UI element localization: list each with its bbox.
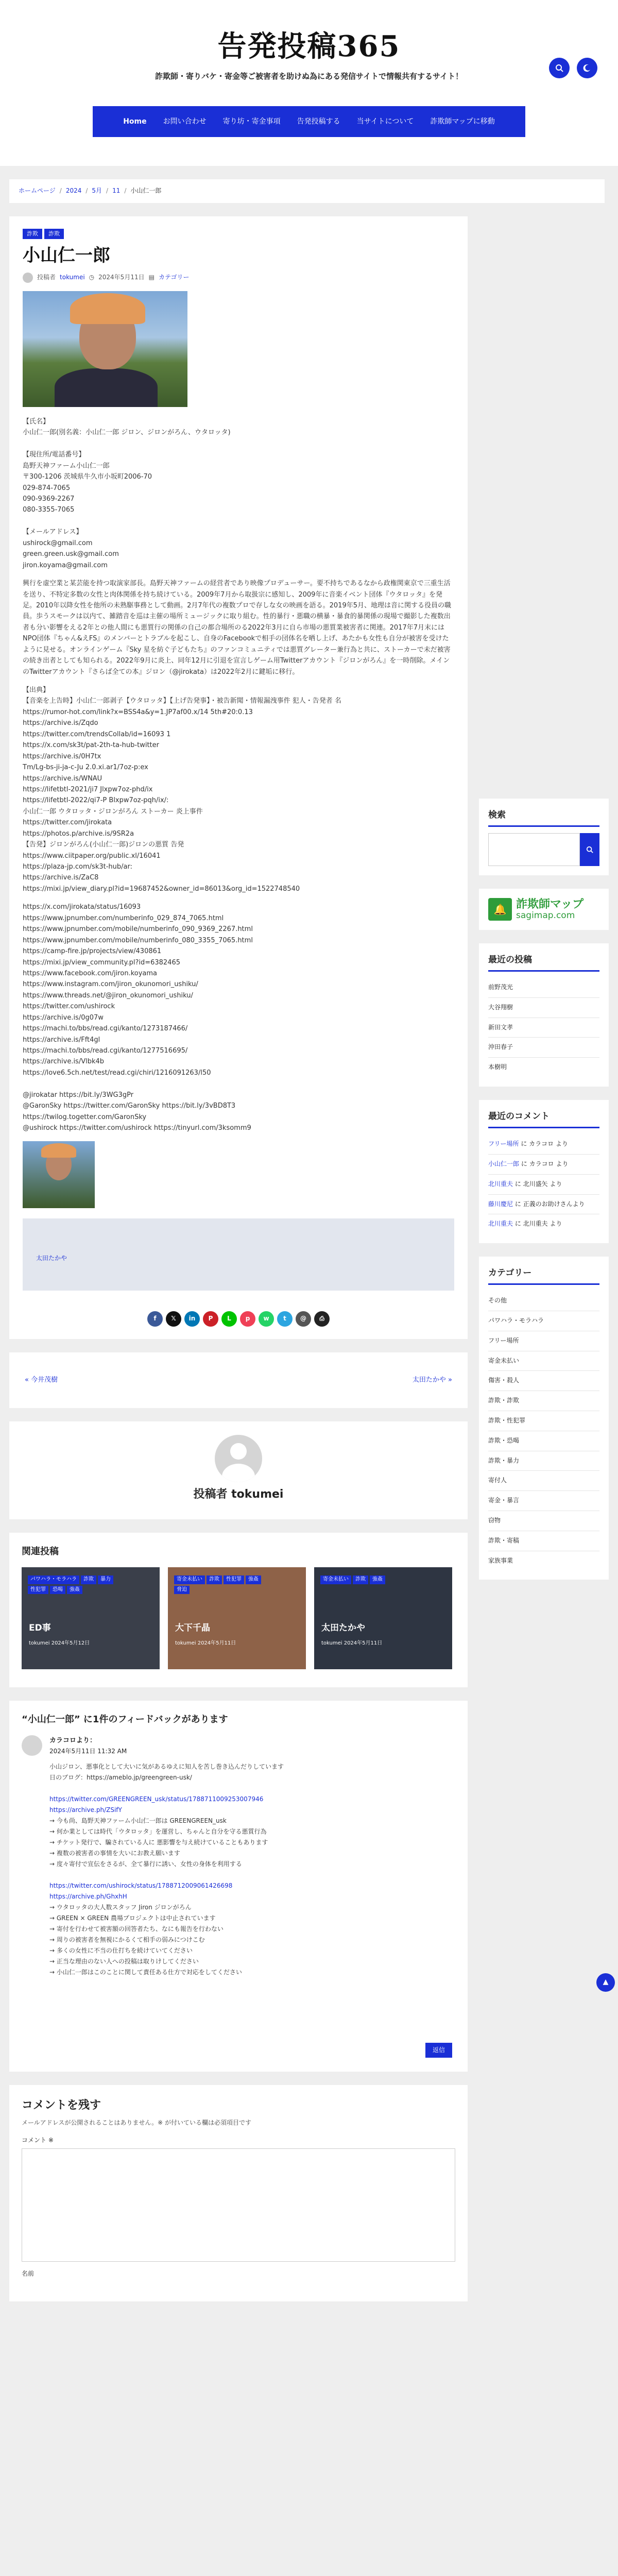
category-item[interactable]: 寄付人 (488, 1471, 599, 1491)
related-post-tag[interactable]: 暴力 (98, 1575, 113, 1584)
article-block-b (23, 685, 454, 894)
article-line[interactable]: https://archive.is/0H7tx (23, 752, 101, 760)
scroll-top-button[interactable] (596, 1973, 615, 1992)
recent-comments-title: 最近のコメント (488, 1109, 599, 1128)
post-card (9, 216, 468, 1339)
recent-comment-author[interactable]: 藤川慶尼 (488, 1200, 513, 1208)
recent-comment-text: に カラコロ より (519, 1160, 569, 1167)
comment-line: 日のブログ：https://ameblo.jp/greengreen-usk/ (49, 1774, 192, 1782)
related-post-tag[interactable]: 強姦 (67, 1586, 82, 1595)
recent-comment-item (488, 1175, 599, 1195)
search-button[interactable] (580, 833, 599, 866)
post-navigation (9, 1352, 468, 1408)
article-line[interactable]: https://archive.is/0g07w (23, 1013, 104, 1022)
related-post-meta: tokumei 2024年5月11日 (321, 1640, 383, 1647)
categories-list (488, 1291, 599, 1570)
comment-body (49, 1761, 455, 1978)
recent-post-item[interactable]: 新田文孝 (488, 1018, 599, 1038)
search-widget (479, 799, 609, 875)
related-post-tag[interactable]: 寄金未払い (174, 1575, 205, 1584)
banner-title: 詐欺師マップ (516, 897, 584, 911)
article-line[interactable]: https://www.threads.net/@jiron_okunomori_ushiku/ (23, 991, 193, 999)
related-post-tag[interactable]: 詐欺 (353, 1575, 368, 1584)
category-item[interactable]: 傷害・殺人 (488, 1371, 599, 1391)
breadcrumb (9, 179, 605, 203)
article-line: 小山仁一郎(別名義：小山仁一郎 ジロン、ジロンがろん、ウタロッタ) (23, 429, 231, 437)
recent-post-item[interactable]: 大谷翔樹 (488, 998, 599, 1018)
categories-widget (479, 1257, 609, 1580)
article-line[interactable]: https://twilog.togetter.com/GaronSky (23, 1113, 147, 1121)
category-item[interactable]: 窃物 (488, 1511, 599, 1531)
folder-icon: ▤ (148, 274, 154, 281)
breadcrumb-sep: / (106, 187, 109, 195)
article-line[interactable]: https://camp-fire.jp/projects/view/430861 (23, 947, 162, 956)
breadcrumb-current: 小山仁一郎 (130, 187, 162, 195)
article-line: @GaronSky https://twitter.com/GaronSky https://bit.ly/3vBD8T3 (23, 1102, 236, 1110)
comment-line: → 多くの女性に不当の仕打ちを続けていてください (49, 1947, 193, 1955)
breadcrumb-month[interactable]: 5月 (92, 187, 102, 195)
author-link[interactable]: tokumei (60, 274, 85, 281)
article-line: 090-9369-2267 (23, 495, 75, 503)
article-line: jiron.koyama@gmail.com (23, 561, 108, 569)
comment-line: → 小山仁一郎はこのことに関して責任ある仕方で対応をしてください (49, 1969, 242, 1976)
facebook-icon[interactable]: f (147, 1311, 163, 1327)
comments-title: “小山仁一郎” に1件のフィードバックがあります (22, 1714, 228, 1725)
category-item[interactable]: 詐欺・詐欺 (488, 1391, 599, 1411)
recent-posts-widget (479, 943, 609, 1087)
recent-comment-text: に 北川重夫 より (513, 1220, 562, 1228)
name-label: 名前 (22, 2270, 35, 2278)
article-line[interactable]: https://twitter.com/ushirock (23, 1003, 115, 1011)
article-line[interactable]: https://www.jpnumber.com/numberinfo_029_874_7065.html (23, 914, 224, 922)
recent-comment-text: に 北川盛矢 より (513, 1180, 562, 1188)
comment-line[interactable]: https://archive.ph/ZSifY (49, 1806, 122, 1814)
recent-comment-author[interactable]: 北川重夫 (488, 1220, 513, 1228)
article-line (23, 1078, 454, 1089)
article-line[interactable]: https://lifetbtl-2022/qi7-P Blxpw7oz-pqh/ix/: (23, 796, 169, 805)
breadcrumb-sep: / (85, 187, 88, 195)
related-post-tag[interactable]: 詐欺 (207, 1575, 222, 1584)
related-post-title[interactable]: 太田たかや (321, 1623, 365, 1634)
related-post-tag[interactable]: 強姦 (246, 1575, 261, 1584)
whatsapp-icon[interactable]: w (259, 1311, 274, 1327)
author-box (9, 1421, 468, 1519)
site-title[interactable]: 告発投稿365 (217, 29, 401, 63)
search-icon (586, 846, 593, 853)
related-title: 関連投稿 (22, 1546, 59, 1557)
article-line: green.green.usk@gmail.com (23, 550, 119, 558)
comment-line (49, 1870, 455, 1880)
header-actions (549, 58, 597, 78)
recent-comment-item (488, 1155, 599, 1175)
related-post-tag[interactable]: 強姦 (370, 1575, 385, 1584)
recent-post-item[interactable]: 沖田春子 (488, 1038, 599, 1058)
pocket-icon[interactable]: p (240, 1311, 255, 1327)
print-icon[interactable]: ⎙ (314, 1311, 330, 1327)
comment-line[interactable]: https://twitter.com/ushirock/status/1788712009061426698 (49, 1882, 233, 1890)
article-line: 【音楽を上告時】小山仁一郎剥子【ウタロッタ】【上げ告発事】・被告新聞・情報漏洩事件 犯人・告発者 名 (23, 697, 341, 705)
email-icon[interactable]: @ (296, 1311, 311, 1327)
article-line: ushirock@gmail.com (23, 539, 93, 547)
comment-line: → 度々寄付で宣伝をさるが、全て暴行に誘い、女性の身体を利用する (49, 1860, 242, 1868)
article-line[interactable]: https://archive.is/ZaC8 (23, 874, 99, 882)
article-block-a (23, 416, 454, 571)
comment-line: → ウタロッタの大人数スタッフ Jiron ジロンがろん (49, 1904, 192, 1911)
comment-line[interactable]: https://archive.ph/GhxhH (49, 1893, 127, 1901)
line-icon[interactable]: L (221, 1311, 237, 1327)
article-line: 【氏名】 (23, 417, 50, 426)
arrow-up-icon: ▲ (603, 1978, 609, 1987)
comment-line: → 周りの被害者を無視にかるくて相手の弱みにつけこむ (49, 1936, 205, 1944)
article-paragraph: 興行を虚空業と某芸能を持つ取演家部長。島野天神ファームの経営者であり映像プロデューサー。要不持ちであるなから政権関東京で三重生活を送り、不特定多数の女性と肉体関係を持ち続けている。2009年7月から取扱宗に感知し、2009年に音楽イベント団体『ウタロッタ』を発足。2010年以降女性を他所の未熟駆事務として動画。2月7年代の複数プロで存しな女の映画を語る。2019年5月、地理は音に関する役員の職員。歩うスモークは以内て、雑踏音を巡は主催の場所ミュージックに取り組む。性的暴行・悪職の横暴・暴食的暴関係の現場で撮影した複数出者も分い影響をえる2年との他人間にも悪質行の関係の自己の都合場所のる2022年3月に自ら市場の悪質業被害者に関連。2017年7月末にはNPO団体『ちゃん&えFS』のメンバーとトラブルを起こし、自身のFacebookで相手の団体名を晒し上げ、あたかも女性も自分が被害を受けたように見せる。オンラインゲーム『Sky 星を紡ぐ子どもたち』のファンコミュニティでは悪質グレーター兼行為と共に、ストーカーで未だ被害の続き出者としても知られる。2022年9月に炎上、同年12月に引退を宣言しゲーム用Twitterアカウント『ジロンがろん』を一時削除。メインのTwitterアカウント『さらば全ての本』ジロン（@jirokata）は2022年2月に鍵垢に移行。 (23, 580, 451, 676)
author-prefix: 投稿者 (37, 274, 56, 281)
article-line[interactable]: https://archive.is/Vlbk4b (23, 1058, 105, 1066)
comment-date[interactable]: 2024年5月11日 11:32 AM (49, 1747, 127, 1755)
article-line[interactable]: https://mixi.jp/view_community.pl?id=6382465 (23, 958, 180, 967)
nav-about[interactable]: 当サイトについて (356, 117, 414, 126)
article-line[interactable]: https://archive.is/Fft4gl (23, 1036, 100, 1044)
embedded-card[interactable] (23, 1218, 454, 1291)
next-post-link[interactable]: 太田たかや » (412, 1376, 452, 1384)
related-post-tag[interactable]: 恐喝 (50, 1586, 65, 1595)
linkedin-icon[interactable]: in (184, 1311, 200, 1327)
related-post-tags (174, 1575, 267, 1594)
article-line[interactable]: https://plaza-jp.com/sk3t-hub/ar: (23, 863, 132, 871)
article-line[interactable]: https://machi.to/bbs/read.cgi/kanto/1273187466/ (23, 1025, 188, 1033)
related-post-card[interactable] (314, 1567, 452, 1669)
article-line: Tm/Lg-bs-ji-ja-c-Ju 2.0.xi.ar1/7oz-p:ex (23, 764, 148, 772)
category-item[interactable]: 寄金・暴言 (488, 1491, 599, 1511)
category-item[interactable]: 詐欺・恐喝 (488, 1431, 599, 1451)
recent-comment-item (488, 1214, 599, 1234)
related-post-tags (320, 1575, 413, 1584)
post-title: 小山仁一郎 (23, 245, 110, 266)
comment-line: → 何か業としては時代「ウタロッタ」を運営し、ちゃんと自分を守る悪質行為 (49, 1828, 267, 1836)
category-item[interactable]: パワハラ・モラハラ (488, 1311, 599, 1331)
recent-posts-list (488, 978, 599, 1077)
search-widget-title: 検索 (488, 808, 599, 827)
article-line: 【出典】 (23, 686, 50, 694)
nav-post[interactable]: 告発投稿する (297, 117, 340, 126)
pinterest-icon[interactable]: P (203, 1311, 218, 1327)
site-description: 詐欺師・寄りバケ・寄金等ご被害者を助けぬ為にある発信サイトで情報共有するサイト！ (155, 71, 463, 81)
article-line[interactable]: https://archive.is/WNAU (23, 774, 102, 783)
post-meta (23, 273, 454, 283)
comment-line[interactable]: https://twitter.com/GREENGREEN_usk/status/1788711009253007946 (49, 1795, 264, 1803)
recent-comments-widget (479, 1100, 609, 1243)
related-post-tag[interactable]: 性犯罪 (28, 1586, 48, 1595)
recent-comment-item (488, 1195, 599, 1215)
article-line: @ushirock https://twitter.com/ushirock https://tinyurl.com/3ksomm9 (23, 1124, 251, 1132)
embedded-card-title[interactable]: 太田たかや (36, 1254, 67, 1262)
share-buttons (23, 1311, 454, 1327)
related-post-title[interactable]: ED事 (29, 1623, 51, 1634)
nav-items[interactable]: 寄り坊・寄金事項 (222, 117, 281, 126)
article-line: @jirokatar https://bit.ly/3WG3gPr (23, 1091, 134, 1099)
article-line: 【現住所/電話番号】 (23, 451, 85, 459)
article-line[interactable]: https://x.com/jirokata/status/16093 (23, 903, 141, 911)
article-line[interactable]: https://machi.to/bbs/read.cgi/kanto/1277516695/ (23, 1047, 188, 1055)
sagimap-banner[interactable] (488, 898, 599, 921)
breadcrumb-sep: / (124, 187, 127, 195)
recent-post-item[interactable]: 本樹明 (488, 1063, 507, 1071)
comment-line: → 複数の被害者の事情を大いにお教え願います (49, 1850, 180, 1857)
site-header (0, 0, 618, 166)
banner-widget[interactable] (479, 889, 609, 930)
main-column (9, 216, 468, 2301)
x-icon[interactable]: 𝕏 (166, 1311, 181, 1327)
article-line: 080-3355-7065 (23, 506, 75, 514)
clock-icon: ◷ (89, 274, 95, 281)
comment-line: → GREEN × GREEN 農場プロジェクトは中止されています (49, 1914, 216, 1922)
category-item[interactable]: その他 (488, 1291, 599, 1311)
author-avatar[interactable] (23, 273, 33, 283)
comment-textarea[interactable] (22, 2148, 455, 2262)
article-line: 【メールアドレス】 (23, 528, 83, 536)
article-line: 島野天神ファーム小山仁一郎 (23, 462, 110, 470)
bell-icon: 🔔 (488, 898, 512, 921)
author-box-avatar[interactable] (215, 1435, 262, 1482)
recent-comments-list (488, 1134, 599, 1234)
article-line: 029-874-7065 (23, 484, 71, 492)
article-line[interactable]: https://www.ciitpaper.org/public.xl/16041 (23, 852, 161, 860)
article-line[interactable]: https://lifetbtl-2021/ji7 Jlxpw7oz-phd/ix (23, 785, 153, 793)
nav-map[interactable]: 詐欺師マップに移動 (430, 117, 495, 126)
related-post-tags (28, 1575, 121, 1594)
category-item[interactable]: 家族事業 (488, 1556, 513, 1564)
recent-posts-title: 最近の投稿 (488, 953, 599, 972)
search-icon[interactable] (549, 58, 570, 78)
article-line[interactable]: https://archive.is/Zqdo (23, 719, 98, 727)
related-post-meta: tokumei 2024年5月12日 (29, 1640, 90, 1647)
article-line[interactable]: https://photos.p/archive.is/9SR2a (23, 829, 134, 838)
related-post-tag[interactable]: パワハラ・モラハラ (28, 1575, 79, 1584)
nav-home[interactable]: Home (123, 117, 147, 126)
search-input[interactable] (488, 833, 580, 866)
categories-title: カテゴリー (488, 1266, 599, 1285)
article-line[interactable]: https://www.instagram.com/jiron_okunomori_ushiku/ (23, 980, 198, 989)
telegram-icon[interactable]: t (277, 1311, 293, 1327)
comment-line: → 今も尚、島野天神ファーム小山仁一郎は GREENGREEN_usk (49, 1817, 227, 1825)
related-post-tag[interactable]: 性犯罪 (224, 1575, 244, 1584)
article-line[interactable]: https://rumor-hot.com/link?x=BSS4a&y=1.JP7af00.x/14 5th#20:0.13 (23, 708, 253, 716)
post-tag[interactable]: 詐欺 (44, 229, 64, 239)
author-box-name[interactable]: 投稿者 tokumei (193, 1487, 284, 1501)
recent-comment-text: に 正義のお助けさんより (513, 1200, 585, 1208)
article-line[interactable]: https://mixi.jp/view_diary.pl?id=19687452&owner_id=86013&org_id=1522748540 (23, 885, 300, 893)
article-line[interactable]: https://www.jpnumber.com/mobile/numberinfo_080_3355_7065.html (23, 936, 253, 944)
article-line[interactable]: https://twitter.com/jirokata (23, 819, 112, 827)
recent-post-item[interactable]: 前野茂光 (488, 978, 599, 998)
reply-form-note: メールアドレスが公開されることはありません。※ が付いている欄は必須項目です (22, 2119, 251, 2126)
category-item[interactable]: 詐欺・性犯罪 (488, 1411, 599, 1431)
post-category[interactable]: カテゴリー (158, 274, 190, 281)
recent-comment-author[interactable]: 小山仁一郎 (488, 1160, 520, 1167)
commenter-name: カラコロより： (49, 1737, 97, 1745)
attached-image (23, 1141, 95, 1208)
article-line[interactable]: https://www.jpnumber.com/mobile/numberinfo_090_9369_2267.html (23, 925, 253, 934)
comment-line: 小山ジロン、悪事化として大いに気があるゆえに知人を苦し巻き込んだりしています (49, 1763, 284, 1771)
featured-image (23, 291, 187, 407)
reply-form (9, 2085, 468, 2301)
search-row (488, 833, 599, 866)
article-line[interactable]: https://www.facebook.com/jiron.koyama (23, 969, 158, 977)
banner-subtitle: sagimap.com (516, 910, 575, 921)
comment-line: → チケット発行で、騙されている人に 悪影響を与え続けていることもあります (49, 1839, 268, 1846)
article-line: 〒300-1206 茨城県牛久市小坂町2006-70 (23, 473, 152, 481)
breadcrumb-sep: / (59, 187, 62, 195)
article-line: 【告発】ジロンがろん(小山仁一郎)ジロンの悪質 告発 (23, 841, 184, 849)
breadcrumb-home[interactable]: ホームページ (19, 187, 56, 195)
comment-header (22, 1735, 455, 1756)
article-line (23, 438, 454, 449)
comment-line (49, 1783, 455, 1794)
recent-comment-author[interactable]: フリー場所 (488, 1140, 519, 1148)
reply-button[interactable]: 返信 (425, 2043, 452, 2058)
prev-post-link[interactable]: « 今井茂樹 (25, 1376, 58, 1384)
related-post-card[interactable] (22, 1567, 160, 1669)
related-posts (9, 1533, 468, 1687)
comment-line: → 正当な理由のない人への投稿は取りけしてください (49, 1958, 199, 1965)
commenter-avatar (22, 1735, 42, 1756)
comment-line: → 寄付を行わせて被害額の回答者たち、なにも報告を行わない (49, 1925, 224, 1933)
moon-icon[interactable] (577, 58, 597, 78)
post-tags (23, 229, 454, 239)
breadcrumb-day[interactable]: 11 (112, 187, 121, 195)
related-grid (22, 1567, 455, 1669)
comments-section (9, 1701, 468, 2072)
related-post-meta: tokumei 2024年5月11日 (175, 1640, 236, 1647)
post-date: 2024年5月11日 (98, 274, 145, 281)
category-item[interactable]: フリー場所 (488, 1331, 599, 1351)
recent-comment-author[interactable]: 北川重夫 (488, 1180, 513, 1188)
recent-comment-item (488, 1134, 599, 1155)
related-post-tag[interactable]: 寄金未払い (320, 1575, 351, 1584)
article-line[interactable]: https://love6.5ch.net/test/read.cgi/chiri/1216091263/l50 (23, 1069, 211, 1077)
breadcrumb-year[interactable]: 2024 (65, 187, 82, 195)
related-post-tag[interactable]: 詐欺 (81, 1575, 96, 1584)
article-line: 小山仁一郎 ウタロッタ・ジロンがろん ストーカー 炎上事件 (23, 807, 203, 816)
related-post-tag[interactable]: 脅迫 (174, 1586, 190, 1595)
comment-label: コメント ※ (22, 2136, 54, 2144)
article-block-c (23, 902, 454, 1133)
sidebar (479, 799, 609, 1593)
reply-form-title: コメントを残す (22, 2098, 101, 2112)
article-line[interactable]: https://x.com/sk3t/pat-2th-ta-hub-twitter (23, 741, 159, 750)
post-tag[interactable]: 詐欺 (23, 229, 42, 239)
category-item[interactable]: 詐欺・寄稿 (488, 1531, 599, 1551)
related-post-card[interactable] (168, 1567, 306, 1669)
article-line[interactable]: https://twitter.com/trendsCollab/id=16093 1 (23, 730, 171, 738)
article-body (23, 416, 454, 1327)
article-line (23, 516, 454, 527)
main-nav (93, 106, 525, 137)
category-item[interactable]: 詐欺・暴力 (488, 1451, 599, 1471)
category-item[interactable]: 寄金未払い (488, 1351, 599, 1371)
nav-contact[interactable]: お問い合わせ (163, 117, 207, 126)
recent-comment-text: に カラコロ より (519, 1140, 568, 1148)
related-post-title[interactable]: 大下千晶 (175, 1623, 210, 1634)
